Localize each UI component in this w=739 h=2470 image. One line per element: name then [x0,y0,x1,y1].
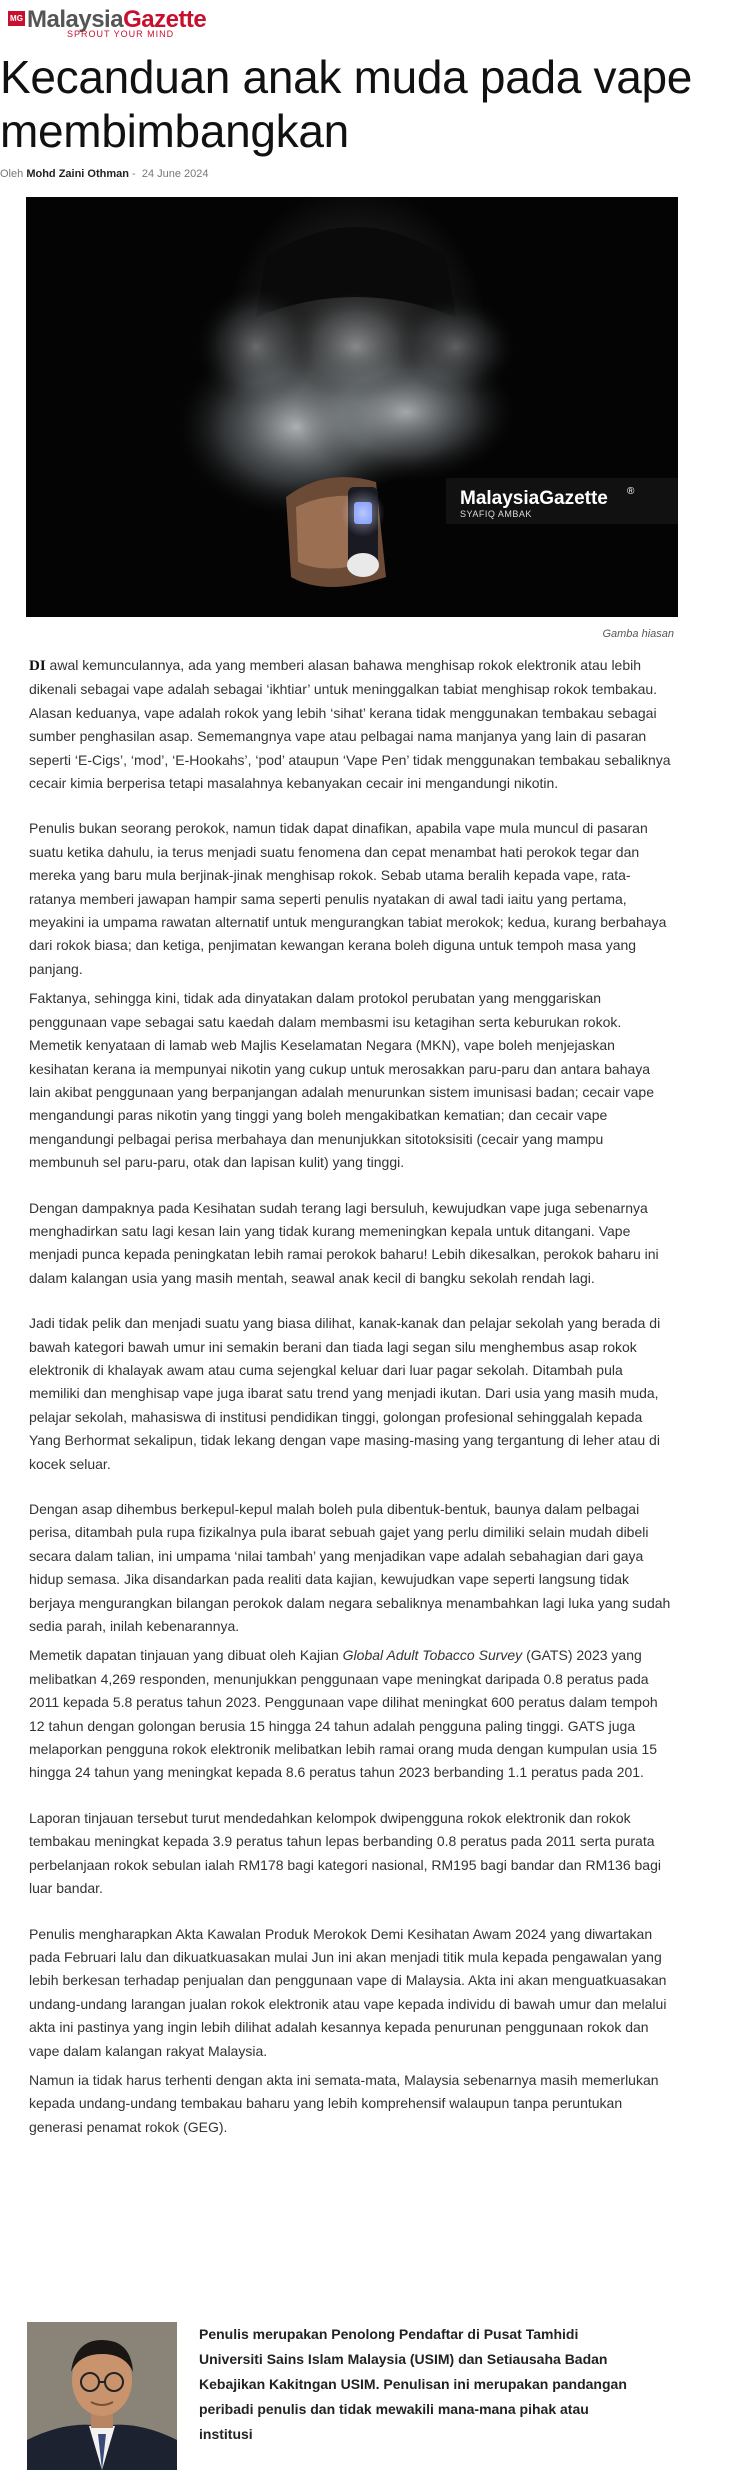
survey-name: Global Adult Tobacco Survey [342,1647,523,1664]
vape-smoke-illustration [26,197,678,617]
paragraph-4: Dengan dampaknya pada Kesihatan sudah terang lagi bersuluh, kewujudkan vape juga sebenarnya menghadirkan satu lagi kesan lain yang tidak kurang memeningkan kepala untuk ditangani. Vape menjadi punca kepada peningkatan lebih ramai perokok baharu! Lebih dikesalkan, perokok baharu ini dalam kalangan usia yang masih mentah, seawal anak kecil di bangku sekolah rendah lagi. [29,1199,659,1286]
logo-wordmark-part1: Malaysia [27,6,124,33]
article-title: Kecanduan anak muda pada vape membimbangkan [0,51,693,157]
paragraph-7-after: (GATS) 2023 yang melibatkan 4,269 responden, menunjukkan penggunaan vape meningkat daripada 0.8 peratus pada 2011 kepada 5.8 peratus tahun 2023. Penggunaan vape dilihat meningkat 600 peratus dalam tempoh 12 tahun dengan golongan berusia 15 hingga 24 tahun adalah pengguna paling tinggi. GATS juga melaporkan pengguna rokok elektronik melibatkan lebih ramai orang muda dengan kumpulan usia 15 hingga 24 tahun yang meningkat kepada 8.6 peratus tahun 2023 berbanding 1.1 peratus pada 201. [29,1647,658,1781]
image-watermark-mark: ® [627,486,635,497]
publish-date: 24 June 2024 [141,168,209,180]
author-portrait-illustration [27,2322,177,2470]
paragraph-7 [29,1644,675,1784]
image-caption: Gamba hiasan [602,628,674,640]
site-tagline: SPROUT YOUR MIND [67,29,175,39]
byline [0,168,209,180]
paragraph-1-text: awal kemunculannya, ada yang memberi alasan bahawa menghisap rokok elektronik atau lebih dikenali sebagai vape adalah sebagai ‘ikhtiar’ untuk meninggalkan tabiat menghisap rokok tembakau. Alasan keduanya, vape adalah rokok yang lebih ‘sihat’ kerana tidak menggunakan tembakau sebagai sumber penghasilan asap. Sememangnya vape atau pelbagai nama manjanya yang lain di pasaran seperti ‘E-Cigs’, ‘mod’, ‘E-Hookahs’, ‘pod’ ataupun ‘Vape Pen’ tidak menggunakan tembakau sebaliknya cecair kimia berperisa tetapi masalahnya kebanyakan cecair ini mengandungi nikotin. [29,657,671,792]
image-photographer: SYAFIQ AMBAK [460,509,532,519]
article-body [29,654,675,2139]
paragraph-2: Penulis bukan seorang perokok, namun tidak dapat dinafikan, apabila vape mula muncul di pasaran suatu ketika dahulu, ia terus menjadi suatu fenomena dan cepat menambat hati perokok tegar dan mereka yang baru mula berjinak-jinak menghisap rokok. Sebab utama beralih kepada vape, rata-ratanya memberi jawapan hampir sama seperti penulis nyatakan di awal tadi iaitu yang pertama, meyakini ia umpama rawatan alternatif untuk mengurangkan tabiat merokok; kedua, kurang berbahaya dari rokok biasa; dan ketiga, penjimatan kewangan kerana boleh diguna untuk tempoh masa yang panjang. [29,820,667,977]
author-link[interactable]: Mohd Zaini Othman [26,168,129,180]
image-watermark: MalaysiaGazette [460,488,608,509]
paragraph-9: Penulis mengharapkan Akta Kawalan Produk Merokok Demi Kesihatan Awam 2024 yang diwartakan pada Februari lalu dan dikuatkuasakan mulai Jun ini akan menjadi titik mula kepada pengawalan yang lebih berkesan terhadap penjualan dan penggunaan vape di Malaysia. Akta ini akan menguatkuasakan undang-undang larangan jualan rokok elektronik atau vape kepada individu di bawah umur dan melalui akta ini pastinya yang ingin lebih dilihat adalah kesannya kepada penurunan penggunaan rokok dan vape dalam kalangan rakyat Malaysia. [29,1925,667,2059]
logo-mark-icon: MG [8,11,25,26]
paragraph-8: Laporan tinjauan tersebut turut mendedahkan kelompok dwipengguna rokok elektronik dan rokok tembakau meningkat kepada 3.9 peratus tahun lepas berbanding 0.8 peratus pada 2011 serta purata perbelanjaan rokok sebulan ialah RM178 bagi kategori nasional, RM195 bagi bandar dan RM136 bagi luar bandar. [29,1809,661,1897]
paragraph-1 [29,654,675,795]
paragraph-3: Faktanya, sehingga kini, tidak ada dinyatakan dalam protokol perubatan yang menggariskan penggunaan vape sebagai satu kaedah dalam membasmi isu ketagihan serta keburukan rokok. Memetik kenyataan di lamab web Majlis Keselamatan Negara (MKN), vape boleh menjejaskan kesihatan kerana ia mempunyai nikotin yang cukup untuk merosakkan paru-paru dan antara bahaya lain akibat penggunaan yang berpanjangan adalah menurunkan sistem imunisasi badan; cecair vape mengandungi paras nikotin yang tinggi yang boleh mengakibatkan kematian; dan cecair vape mengandungi pelbagai perisa merbahaya dan menunjukkan sitotoksisiti (cecair yang mampu membunuh sel paru-paru, otak dan lapisan kulit) yang tinggi. [29,990,654,1171]
paragraph-10: Namun ia tidak harus terhenti dengan akta ini semata-mata, Malaysia sebenarnya masih memerlukan kepada undang-undang tembakau baharu yang lebih komprehensif walaupun tanpa peruntukan generasi penamat rokok (GEG). [29,2071,659,2135]
byline-separator: - [132,168,136,180]
author-avatar [27,2322,177,2470]
author-bio: Penulis merupakan Penolong Pendaftar di Pusat Tamhidi Universiti Sains Islam Malaysia (USIM) dan Setiausaha Badan Kebajikan Kakitngan USIM. Penulisan ini merupakan pandangan peribadi penulis dan tidak mewakili mana-mana pihak atau institusi [199,2326,627,2442]
logo-wordmark-part2: Gazette [123,6,207,33]
paragraph-6: Dengan asap dihembus berkepul-kepul malah boleh pula dibentuk-bentuk, baunya dalam pelbagai perisa, ditambah pula rupa fizikalnya pula ibarat sebuah gajet yang perlu dimiliki selain mudah dibeli secara dalam talian, ini umpama ‘nilai tambah’ yang menjadikan vape adalah sebahagian dari gaya hidup semasa. Jika disandarkan pada realiti data kajian, kewujudkan vape seperti langsung tidak berjaya mengurangkan bilangan perokok dalam negara sebaliknya menambahkan lagi luka yang sudah sedia parah, inilah kebenarannya. [29,1501,671,1635]
dropcap: DI [29,658,46,674]
paragraph-5: Jadi tidak pelik dan menjadi suatu yang biasa dilihat, kanak-kanak dan pelajar sekolah yang berada di bawah kategori bawah umur ini semakin berani dan tiada lagi segan silu menghembus asap rokok elektronik di khalayak awam atau cuma sejengkal keluar dari luar pagar sekolah. Ditambah pula memiliki dan menghisap vape juga ibarat satu trend yang menjadi ikutan. Dari usia yang masih muda, pelajar sekolah, mahasiswa di institusi pendidikan tinggi, golongan profesional sehinggalah kepada Yang Berhormat sekalipun, tidak lekang dengan vape masing-masing yang tergantung di leher atau di kocek seluar. [29,1315,661,1472]
paragraph-7-before: Memetik dapatan tinjauan yang dibuat oleh Kajian [29,1647,343,1664]
featured-image [26,197,678,617]
byline-prefix: Oleh [0,168,24,180]
author-box [27,2322,677,2470]
